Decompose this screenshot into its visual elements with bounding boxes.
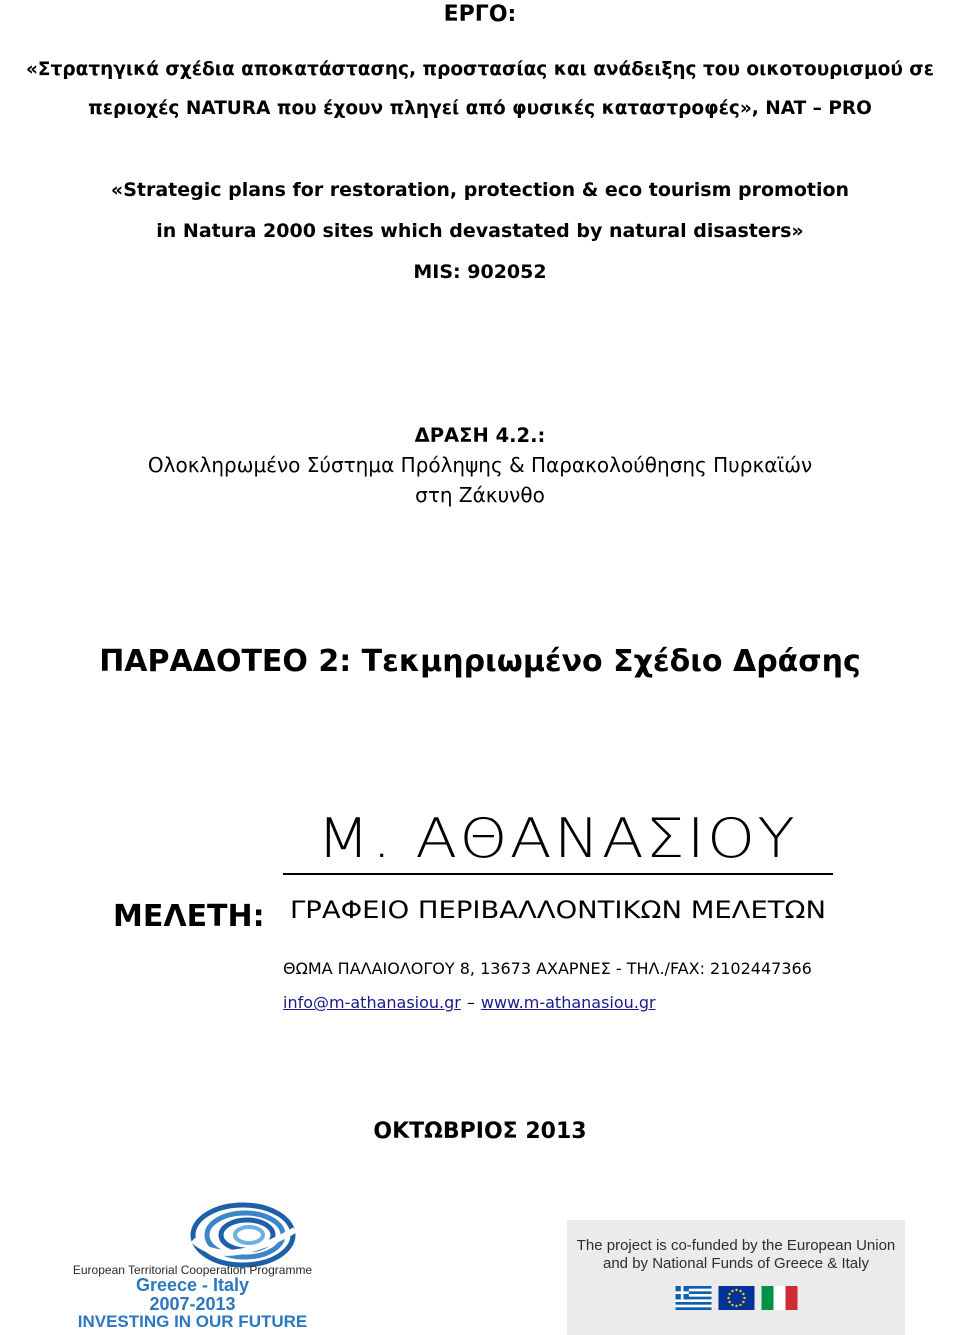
- swirl-icon: [185, 1200, 300, 1270]
- programme-countries: Greece - Italy: [135, 1275, 250, 1295]
- eu-flag-icon: [718, 1286, 755, 1310]
- mis-code: MIS: 902052: [413, 261, 547, 283]
- programme-slogan: INVESTING IN OUR FUTURE: [77, 1312, 308, 1331]
- action-title-line-2: στη Ζάκυνθο: [415, 483, 545, 507]
- email-link[interactable]: info@m-athanasiou.gr: [283, 993, 461, 1012]
- document-date: ΟΚΤΩΒΡΙΟΣ 2013: [373, 1119, 587, 1144]
- cofunding-line-2: and by National Funds of Greece & Italy: [603, 1255, 869, 1272]
- action-title-line-1: Ολοκληρωμένο Σύστημα Πρόληψης & Παρακολούθησης Πυρκαϊών: [147, 453, 813, 477]
- deliverable-title: ΠΑΡΑΔΟΤΕΟ 2: Τεκμηριωμένο Σχέδιο Δράσης: [99, 644, 861, 679]
- cofunding-line-1: The project is co-funded by the European Union: [576, 1237, 896, 1254]
- greek-title-line-2: περιοχές NATURA που έχουν πληγεί από φυσικές καταστροφές», NAT – PRO: [88, 98, 872, 119]
- greek-title-line-1: «Στρατηγικά σχέδια αποκατάστασης, προστασίας και ανάδειξης του οικοτουρισμού σε: [25, 59, 935, 80]
- website-link[interactable]: www.m-athanasiou.gr: [480, 993, 656, 1012]
- action-code: ΔΡΑΣΗ 4.2.:: [414, 424, 546, 447]
- project-label: ΕΡΓΟ:: [443, 2, 517, 27]
- company-logo-subtitle: [290, 894, 830, 924]
- programme-name: European Territorial Cooperation Programme: [72, 1263, 313, 1277]
- english-title-line-1: «Strategic plans for restoration, protection & eco tourism promotion: [110, 179, 850, 201]
- italy-flag-icon: [761, 1286, 798, 1310]
- contact-line: [283, 991, 656, 1015]
- company-logo-name: [314, 805, 800, 865]
- greece-flag-icon: [675, 1286, 712, 1310]
- company-logo-subtitle-text: ΓΡΑΦΕΙΟ ΠΕΡΙΒΑΛΛΟΝΤΙΚΩΝ ΜΕΛΕΤΩΝ: [290, 896, 826, 924]
- study-label: ΜΕΛΕΤΗ:: [113, 899, 265, 934]
- contact-separator: –: [466, 993, 475, 1012]
- cofunding-notice: [567, 1220, 905, 1335]
- company-logo-name-text: Μ. ΑΘΑΝΑΣΙΟΥ: [317, 807, 797, 865]
- interreg-logo: [55, 1200, 330, 1335]
- programme-years: 2007-2013: [149, 1294, 236, 1314]
- english-title-line-2: in Natura 2000 sites which devastated by natural disasters»: [156, 220, 804, 242]
- company-address: ΘΩΜΑ ΠΑΛΑΙΟΛΟΓΟΥ 8, 13673 ΑΧΑΡΝΕΣ - ΤΗΛ./FAX: 2102447366: [283, 959, 812, 978]
- logo-divider: [283, 873, 833, 875]
